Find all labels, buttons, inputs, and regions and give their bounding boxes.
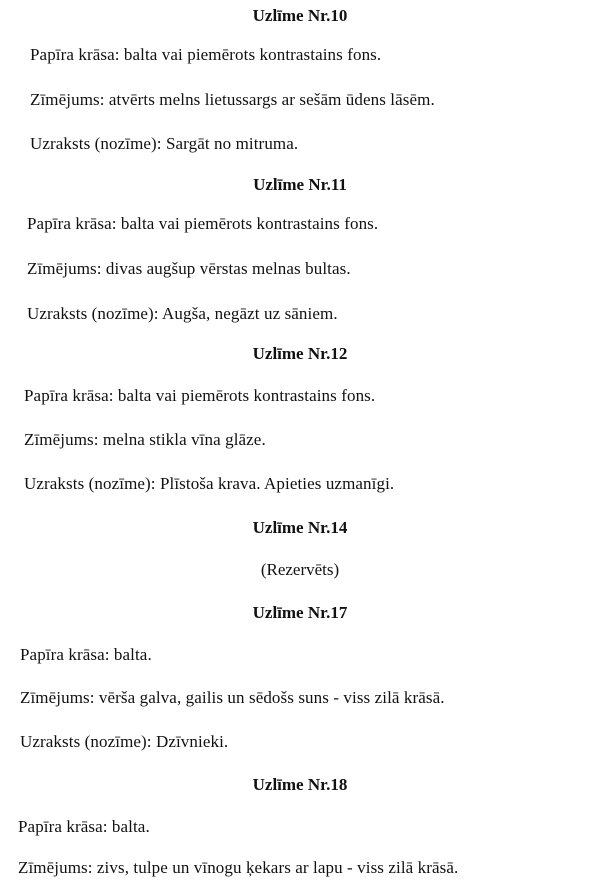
inscription-line: Uzraksts (nozīme): Augša, negāzt uz sāniem. xyxy=(27,304,338,323)
inscription-line: Uzraksts (nozīme): Plīstoša krava. Apieties uzmanīgi. xyxy=(24,474,395,493)
drawing-line: Zīmējums: zivs, tulpe un vīnogu ķekars ar lapu - viss zilā krāsā. xyxy=(18,858,459,877)
paper-color-line: Papīra krāsa: balta vai piemērots kontrastains fons. xyxy=(30,45,382,64)
drawing-line: Zīmējums: vērša galva, gailis un sēdošs suns - viss zilā krāsā. xyxy=(20,688,445,707)
section-heading: Uzlīme Nr.17 xyxy=(252,603,348,622)
section-heading: Uzlīme Nr.14 xyxy=(252,518,348,537)
section-heading: Uzlīme Nr.12 xyxy=(252,344,348,363)
section-heading: Uzlīme Nr.18 xyxy=(252,775,348,794)
drawing-line: Zīmējums: atvērts melns lietussargs ar sešām ūdens lāsēm. xyxy=(30,90,435,109)
section-heading: Uzlīme Nr.10 xyxy=(252,6,348,25)
drawing-line: Zīmējums: divas augšup vērstas melnas bultas. xyxy=(27,259,351,278)
paper-color-line: Papīra krāsa: balta. xyxy=(20,645,152,664)
section-heading: Uzlīme Nr.11 xyxy=(253,175,347,194)
inscription-line: Uzraksts (nozīme): Sargāt no mitruma. xyxy=(30,134,299,153)
paper-color-line: Papīra krāsa: balta vai piemērots kontrastains fons. xyxy=(27,214,379,233)
paper-color-line: Papīra krāsa: balta vai piemērots kontrastains fons. xyxy=(24,386,376,405)
drawing-line: Zīmējums: melna stikla vīna glāze. xyxy=(24,430,266,449)
reserved-note: (Rezervēts) xyxy=(260,560,340,579)
inscription-line: Uzraksts (nozīme): Dzīvnieki. xyxy=(20,732,229,751)
paper-color-line: Papīra krāsa: balta. xyxy=(18,817,150,836)
